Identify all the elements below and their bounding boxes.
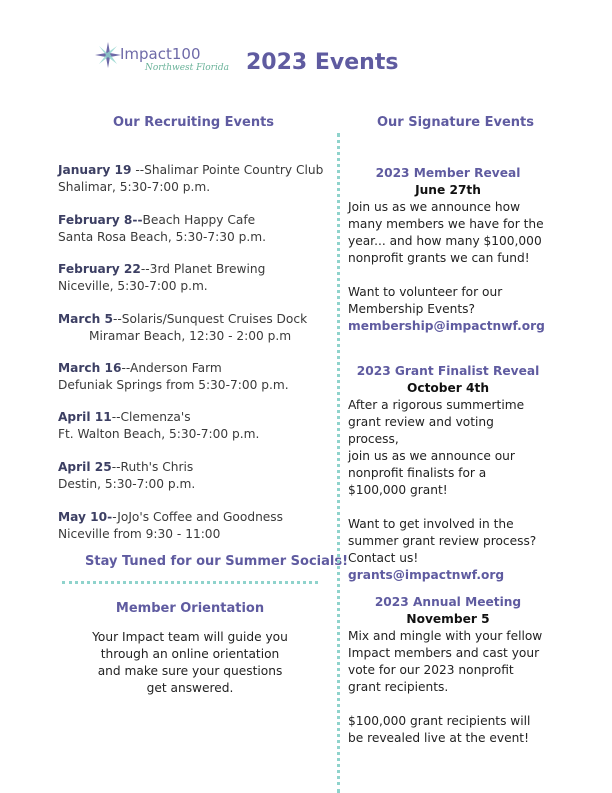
event-detail: Defuniak Springs from 5:30-7:00 p.m.	[58, 378, 289, 392]
text-line: Contact us!	[348, 551, 419, 565]
text-line: through an online orientation	[100, 647, 280, 661]
orientation-heading: Member Orientation	[115, 601, 265, 616]
event-date: March 5	[58, 312, 113, 326]
grant-finalist-block	[348, 363, 548, 584]
event-date: January 19	[58, 163, 132, 177]
event-detail: Santa Rosa Beach, 5:30-7:30 p.m.	[58, 230, 266, 244]
text-line: Membership Events?	[348, 302, 475, 316]
block-date: October 4th	[406, 381, 489, 395]
page-title: 2023 Events	[246, 50, 399, 75]
text-line: After a rigorous summertime	[348, 398, 525, 412]
event-date: February 8--	[58, 213, 143, 227]
orientation-text	[62, 629, 318, 697]
vertical-divider	[337, 133, 340, 793]
event-venue: --Ruth's Chris	[111, 460, 194, 474]
event-detail: Destin, 5:30-7:00 p.m.	[58, 477, 196, 491]
event-venue: --Solaris/Sunquest Cruises Dock	[113, 312, 308, 326]
event-venue: -JoJo's Coffee and Goodness	[112, 510, 283, 524]
text-line: summer grant review process?	[348, 534, 537, 548]
event-item	[58, 509, 283, 543]
text-line: join us as we announce our	[348, 449, 515, 463]
text-line: nonprofit finalists for a	[348, 466, 487, 480]
event-detail: Ft. Walton Beach, 5:30-7:00 p.m.	[58, 427, 260, 441]
event-item	[58, 162, 323, 196]
event-venue: --Clemenza's	[111, 410, 191, 424]
event-item	[58, 360, 289, 394]
text-line: get answered.	[146, 681, 234, 695]
summer-socials-note: Stay Tuned for our Summer Socials!	[85, 554, 349, 569]
event-detail: Niceville from 9:30 - 11:00	[58, 527, 221, 541]
logo-subtitle: Northwest Florida	[145, 63, 229, 73]
horizontal-divider	[62, 581, 318, 584]
event-venue: --Anderson Farm	[121, 361, 222, 375]
event-item	[58, 212, 266, 246]
text-line: Impact members and cast your	[348, 646, 540, 660]
text-line: grant review and voting process,	[348, 415, 494, 446]
text-line: many members we have for the	[348, 217, 544, 231]
text-line: year... and how many $100,000	[348, 234, 542, 248]
block-title: 2023 Member Reveal	[375, 166, 521, 180]
event-item	[58, 409, 259, 443]
block-title: 2023 Annual Meeting	[374, 595, 522, 609]
event-venue: --Shalimar Pointe Country Club	[131, 163, 324, 177]
membership-email-link[interactable]: membership@impactnwf.org	[348, 319, 545, 333]
text-line: Your Impact team will guide you	[92, 630, 288, 644]
event-item	[58, 459, 195, 493]
event-date: March 16	[58, 361, 122, 375]
event-venue: --3rd Planet Brewing	[140, 262, 266, 276]
annual-meeting-block	[348, 594, 548, 747]
event-detail: Shalimar, 5:30-7:00 p.m.	[58, 180, 211, 194]
text-line: Want to volunteer for our	[348, 285, 503, 299]
block-date: November 5	[406, 612, 490, 626]
event-detail: Niceville, 5:30-7:00 p.m.	[58, 279, 208, 293]
block-date: June 27th	[415, 183, 481, 197]
text-line: $100,000 grant!	[348, 483, 448, 497]
text-line: Want to get involved in the	[348, 517, 514, 531]
text-line: Mix and mingle with your fellow	[348, 629, 543, 643]
text-line: and make sure your questions	[97, 664, 283, 678]
text-line: $100,000 grant recipients will	[348, 714, 531, 728]
event-date: May 10-	[58, 510, 113, 524]
impact100-logo-icon	[93, 40, 123, 70]
text-line: be revealed live at the event!	[348, 731, 529, 745]
text-line: vote for our 2023 nonprofit	[348, 663, 514, 677]
event-date: April 11	[58, 410, 112, 424]
block-title: 2023 Grant Finalist Reveal	[356, 364, 540, 378]
text-line: nonprofit grants we can fund!	[348, 251, 530, 265]
event-item	[58, 311, 307, 345]
logo-wordmark: Impact100	[120, 45, 201, 63]
text-line: Join us as we announce how	[348, 200, 521, 214]
event-date: February 22	[58, 262, 141, 276]
member-reveal-block	[348, 165, 548, 335]
signature-heading: Our Signature Events	[377, 115, 534, 130]
recruiting-heading: Our Recruiting Events	[113, 115, 275, 130]
event-date: April 25	[58, 460, 112, 474]
text-line: grant recipients.	[348, 680, 449, 694]
event-venue: Beach Happy Cafe	[142, 213, 256, 227]
event-detail: Miramar Beach, 12:30 - 2:00 p.m	[89, 329, 292, 343]
grants-email-link[interactable]: grants@impactnwf.org	[348, 568, 505, 582]
event-item	[58, 261, 265, 295]
